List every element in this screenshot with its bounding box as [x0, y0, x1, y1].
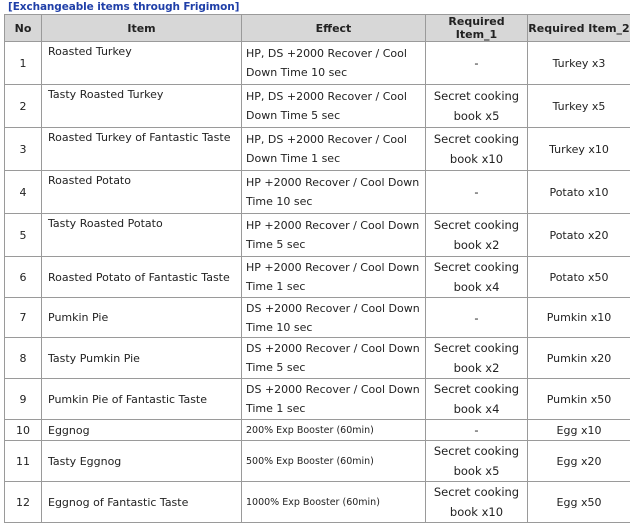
cell-effect: DS +2000 Recover / Cool Down Time 10 sec — [242, 298, 426, 338]
table-row — [5, 420, 630, 441]
table-row — [5, 257, 630, 298]
cell-effect: HP, DS +2000 Recover / Cool Down Time 1 sec — [242, 128, 426, 171]
cell-required-item-2: Pumkin x20 — [528, 338, 630, 379]
cell-required-item-2: Turkey x10 — [528, 128, 630, 171]
cell-required-item-1: Secret cooking book x4 — [426, 379, 528, 420]
header-no: No — [5, 15, 42, 42]
cell-effect: DS +2000 Recover / Cool Down Time 5 sec — [242, 338, 426, 379]
cell-effect: HP, DS +2000 Recover / Cool Down Time 5 sec — [242, 85, 426, 128]
cell-effect: 200% Exp Booster (60min) — [242, 420, 426, 441]
cell-required-item-2: Pumkin x10 — [528, 298, 630, 338]
cell-item: Roasted Turkey — [42, 42, 242, 85]
table-row — [5, 42, 630, 85]
cell-no: 2 — [5, 85, 42, 128]
cell-effect: HP +2000 Recover / Cool Down Time 1 sec — [242, 257, 426, 298]
cell-required-item-1: Secret cooking book x5 — [426, 441, 528, 482]
cell-no: 8 — [5, 338, 42, 379]
table-row — [5, 441, 630, 482]
cell-required-item-2: Egg x10 — [528, 420, 630, 441]
cell-item: Tasty Roasted Turkey — [42, 85, 242, 128]
table-row — [5, 214, 630, 257]
table-row — [5, 171, 630, 214]
cell-no: 5 — [5, 214, 42, 257]
header-item: Item — [42, 15, 242, 42]
cell-required-item-1: Secret cooking book x2 — [426, 338, 528, 379]
cell-no: 6 — [5, 257, 42, 298]
cell-item: Eggnog — [42, 420, 242, 441]
cell-item: Roasted Potato of Fantastic Taste — [42, 257, 242, 298]
cell-required-item-2: Egg x20 — [528, 441, 630, 482]
cell-effect: HP +2000 Recover / Cool Down Time 5 sec — [242, 214, 426, 257]
cell-item: Tasty Pumkin Pie — [42, 338, 242, 379]
cell-effect: HP +2000 Recover / Cool Down Time 10 sec — [242, 171, 426, 214]
cell-item: Pumkin Pie — [42, 298, 242, 338]
cell-no: 12 — [5, 482, 42, 523]
exchange-items-table — [4, 14, 630, 523]
table-row — [5, 338, 630, 379]
cell-no: 1 — [5, 42, 42, 85]
cell-required-item-1: - — [426, 171, 528, 214]
cell-no: 11 — [5, 441, 42, 482]
header-effect: Effect — [242, 15, 426, 42]
cell-item: Pumkin Pie of Fantastic Taste — [42, 379, 242, 420]
cell-required-item-2: Potato x50 — [528, 257, 630, 298]
cell-effect: 500% Exp Booster (60min) — [242, 441, 426, 482]
header-row — [5, 15, 630, 42]
cell-required-item-1: Secret cooking book x5 — [426, 85, 528, 128]
cell-no: 4 — [5, 171, 42, 214]
cell-required-item-2: Potato x20 — [528, 214, 630, 257]
cell-item: Tasty Eggnog — [42, 441, 242, 482]
cell-effect: HP, DS +2000 Recover / Cool Down Time 10 sec — [242, 42, 426, 85]
cell-item: Tasty Roasted Potato — [42, 214, 242, 257]
header-required-item-2: Required Item_2 — [528, 15, 630, 42]
table-caption: [Exchangeable items through Frigimon] — [8, 0, 239, 14]
cell-required-item-1: Secret cooking book x4 — [426, 257, 528, 298]
cell-effect: 1000% Exp Booster (60min) — [242, 482, 426, 523]
cell-required-item-2: Potato x10 — [528, 171, 630, 214]
header-required-item-1: Required Item_1 — [426, 15, 528, 42]
table-row — [5, 482, 630, 523]
cell-effect: DS +2000 Recover / Cool Down Time 1 sec — [242, 379, 426, 420]
cell-required-item-2: Turkey x5 — [528, 85, 630, 128]
cell-required-item-1: - — [426, 298, 528, 338]
cell-no: 7 — [5, 298, 42, 338]
cell-required-item-1: Secret cooking book x10 — [426, 128, 528, 171]
cell-no: 10 — [5, 420, 42, 441]
cell-required-item-2: Turkey x3 — [528, 42, 630, 85]
table-row — [5, 298, 630, 338]
cell-required-item-1: Secret cooking book x2 — [426, 214, 528, 257]
table-row — [5, 379, 630, 420]
cell-no: 3 — [5, 128, 42, 171]
table-row — [5, 85, 630, 128]
cell-item: Eggnog of Fantastic Taste — [42, 482, 242, 523]
cell-required-item-1: Secret cooking book x10 — [426, 482, 528, 523]
table-row — [5, 128, 630, 171]
cell-required-item-2: Egg x50 — [528, 482, 630, 523]
cell-required-item-2: Pumkin x50 — [528, 379, 630, 420]
cell-required-item-1: - — [426, 42, 528, 85]
cell-no: 9 — [5, 379, 42, 420]
cell-item: Roasted Turkey of Fantastic Taste — [42, 128, 242, 171]
cell-item: Roasted Potato — [42, 171, 242, 214]
cell-required-item-1: - — [426, 420, 528, 441]
